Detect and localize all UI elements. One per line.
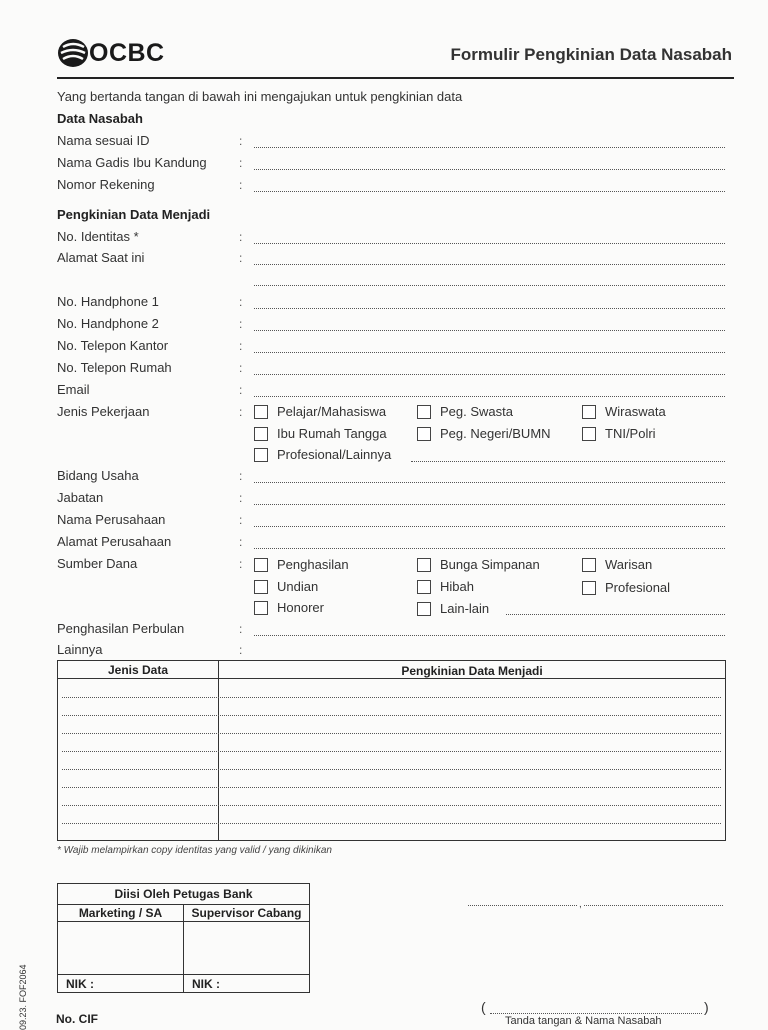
label-telepon-kantor: No. Telepon Kantor [57, 338, 169, 353]
option-undian: Undian [277, 579, 319, 594]
ocbc-logo [57, 38, 177, 70]
checkbox-wiraswata[interactable] [582, 405, 596, 419]
signature-line[interactable] [490, 1013, 702, 1014]
option-profesional-lainnya: Profesional/Lainnya [277, 447, 392, 462]
field-handphone-1[interactable] [254, 308, 725, 309]
colon: : [239, 295, 243, 309]
table-row[interactable] [62, 733, 721, 734]
field-lain-lain[interactable] [506, 614, 725, 615]
table-row[interactable] [62, 697, 721, 698]
checkbox-profesional[interactable] [582, 581, 596, 595]
field-profesional-lainnya[interactable] [411, 461, 725, 462]
bank-officer-box [57, 883, 310, 993]
colon: : [239, 317, 243, 331]
option-peg-negeri: Peg. Negeri/BUMN [440, 426, 551, 441]
field-alamat-perusahaan[interactable] [254, 548, 725, 549]
side-form-code: 09.23. FOF2064 [18, 964, 28, 1030]
label-penghasilan-perbulan: Penghasilan Perbulan [57, 621, 185, 636]
checkbox-penghasilan[interactable] [254, 558, 268, 572]
checkbox-peg-swasta[interactable] [417, 405, 431, 419]
field-nomor-rekening[interactable] [254, 191, 725, 192]
nik-label-supervisor: NIK : [192, 977, 220, 991]
colon: : [239, 622, 243, 636]
colon: : [239, 643, 243, 657]
colon: : [239, 251, 243, 265]
table-header-rule [58, 678, 725, 679]
table-row[interactable] [62, 715, 721, 716]
option-wiraswata: Wiraswata [605, 404, 666, 419]
table-row[interactable] [62, 823, 721, 824]
checkbox-undian[interactable] [254, 580, 268, 594]
option-profesional: Profesional [605, 580, 671, 595]
field-nama-gadis-ibu[interactable] [254, 169, 725, 170]
label-lainnya: Lainnya [57, 642, 103, 657]
signature-open-paren: ( [481, 999, 486, 1015]
label-email: Email [57, 382, 90, 397]
place-line[interactable] [468, 905, 577, 906]
colon: : [239, 405, 243, 419]
form-title: Formulir Pengkinian Data Nasabah [450, 45, 732, 64]
colon: : [239, 513, 243, 527]
checkbox-pelajar[interactable] [254, 405, 268, 419]
colon: : [239, 134, 243, 148]
table-header-jenis-data: Jenis Data [107, 663, 169, 677]
label-alamat-perusahaan: Alamat Perusahaan [57, 534, 172, 549]
table-row[interactable] [62, 751, 721, 752]
field-alamat-line2[interactable] [254, 285, 725, 286]
signature-close-paren: ) [704, 999, 709, 1015]
checkbox-peg-negeri[interactable] [417, 427, 431, 441]
colon: : [239, 469, 243, 483]
option-ibu-rumah-tangga: Ibu Rumah Tangga [277, 426, 387, 441]
label-telepon-rumah: No. Telepon Rumah [57, 360, 172, 375]
colon: : [239, 339, 243, 353]
colon: : [239, 535, 243, 549]
no-cif-label: No. CIF [56, 1012, 98, 1026]
bank-box-rule-3 [58, 974, 309, 975]
label-nama-gadis-ibu: Nama Gadis Ibu Kandung [57, 155, 207, 170]
table-row[interactable] [62, 787, 721, 788]
field-alamat-line1[interactable] [254, 264, 725, 265]
option-penghasilan: Penghasilan [277, 557, 349, 572]
checkbox-warisan[interactable] [582, 558, 596, 572]
label-bidang-usaha: Bidang Usaha [57, 468, 139, 483]
checkbox-ibu-rumah-tangga[interactable] [254, 427, 268, 441]
colon: : [239, 557, 243, 571]
bank-box-col-marketing: Marketing / SA [78, 906, 163, 920]
field-email[interactable] [254, 396, 725, 397]
checkbox-honorer[interactable] [254, 601, 268, 615]
colon: : [239, 156, 243, 170]
field-nama-sesuai-id[interactable] [254, 147, 725, 148]
table-row[interactable] [62, 805, 721, 806]
intro-text: Yang bertanda tangan di bawah ini mengajukan untuk pengkinian data [57, 89, 463, 104]
place-date-separator: , [579, 899, 582, 910]
option-peg-swasta: Peg. Swasta [440, 404, 513, 419]
colon: : [239, 178, 243, 192]
nik-label-marketing: NIK : [66, 977, 94, 991]
option-warisan: Warisan [605, 557, 653, 572]
label-jabatan: Jabatan [57, 490, 104, 505]
checkbox-tni-polri[interactable] [582, 427, 596, 441]
field-penghasilan-perbulan[interactable] [254, 635, 725, 636]
section-pengkinian: Pengkinian Data Menjadi [57, 207, 211, 222]
field-bidang-usaha[interactable] [254, 482, 725, 483]
bank-box-rule-2 [58, 921, 309, 922]
option-pelajar: Pelajar/Mahasiswa [277, 404, 387, 419]
table-row[interactable] [62, 769, 721, 770]
field-nama-perusahaan[interactable] [254, 526, 725, 527]
colon: : [239, 383, 243, 397]
option-tni-polri: TNI/Polri [605, 426, 656, 441]
label-handphone-2: No. Handphone 2 [57, 316, 159, 331]
ocbc-emblem-icon [57, 38, 89, 68]
checkbox-profesional-lainnya[interactable] [254, 448, 268, 462]
date-line[interactable] [584, 905, 723, 906]
checkbox-hibah[interactable] [417, 580, 431, 594]
signature-caption: Tanda tangan & Nama Nasabah [505, 1015, 662, 1027]
label-nama-sesuai-id: Nama sesuai ID [57, 133, 150, 148]
section-data-nasabah: Data Nasabah [57, 111, 143, 126]
field-handphone-2[interactable] [254, 330, 725, 331]
label-jenis-pekerjaan: Jenis Pekerjaan [57, 404, 150, 419]
label-handphone-1: No. Handphone 1 [57, 294, 159, 309]
option-honorer: Honorer [277, 600, 324, 615]
footnote: * Wajib melampirkan copy identitas yang valid / yang dikinikan [57, 845, 332, 856]
header-rule [57, 77, 734, 79]
option-bunga-simpanan: Bunga Simpanan [440, 557, 540, 572]
label-alamat: Alamat Saat ini [57, 250, 145, 265]
label-no-identitas: No. Identitas * [57, 229, 139, 244]
colon: : [239, 361, 243, 375]
bank-box-col-supervisor: Supervisor Cabang [191, 906, 302, 920]
label-nama-perusahaan: Nama Perusahaan [57, 512, 166, 527]
label-nomor-rekening: Nomor Rekening [57, 177, 155, 192]
checkbox-bunga-simpanan[interactable] [417, 558, 431, 572]
option-hibah: Hibah [440, 579, 474, 594]
field-no-identitas[interactable] [254, 243, 725, 244]
data-table [57, 660, 726, 841]
table-header-pengkinian: Pengkinian Data Menjadi [401, 664, 543, 678]
field-telepon-kantor[interactable] [254, 352, 725, 353]
label-sumber-dana: Sumber Dana [57, 556, 138, 571]
checkbox-lain-lain[interactable] [417, 602, 431, 616]
colon: : [239, 230, 243, 244]
bank-box-title: Diisi Oleh Petugas Bank [114, 887, 253, 901]
option-lain-lain: Lain-lain [440, 601, 490, 616]
field-telepon-rumah[interactable] [254, 374, 725, 375]
brand-name: OCBC [89, 39, 165, 67]
field-jabatan[interactable] [254, 504, 725, 505]
colon: : [239, 491, 243, 505]
